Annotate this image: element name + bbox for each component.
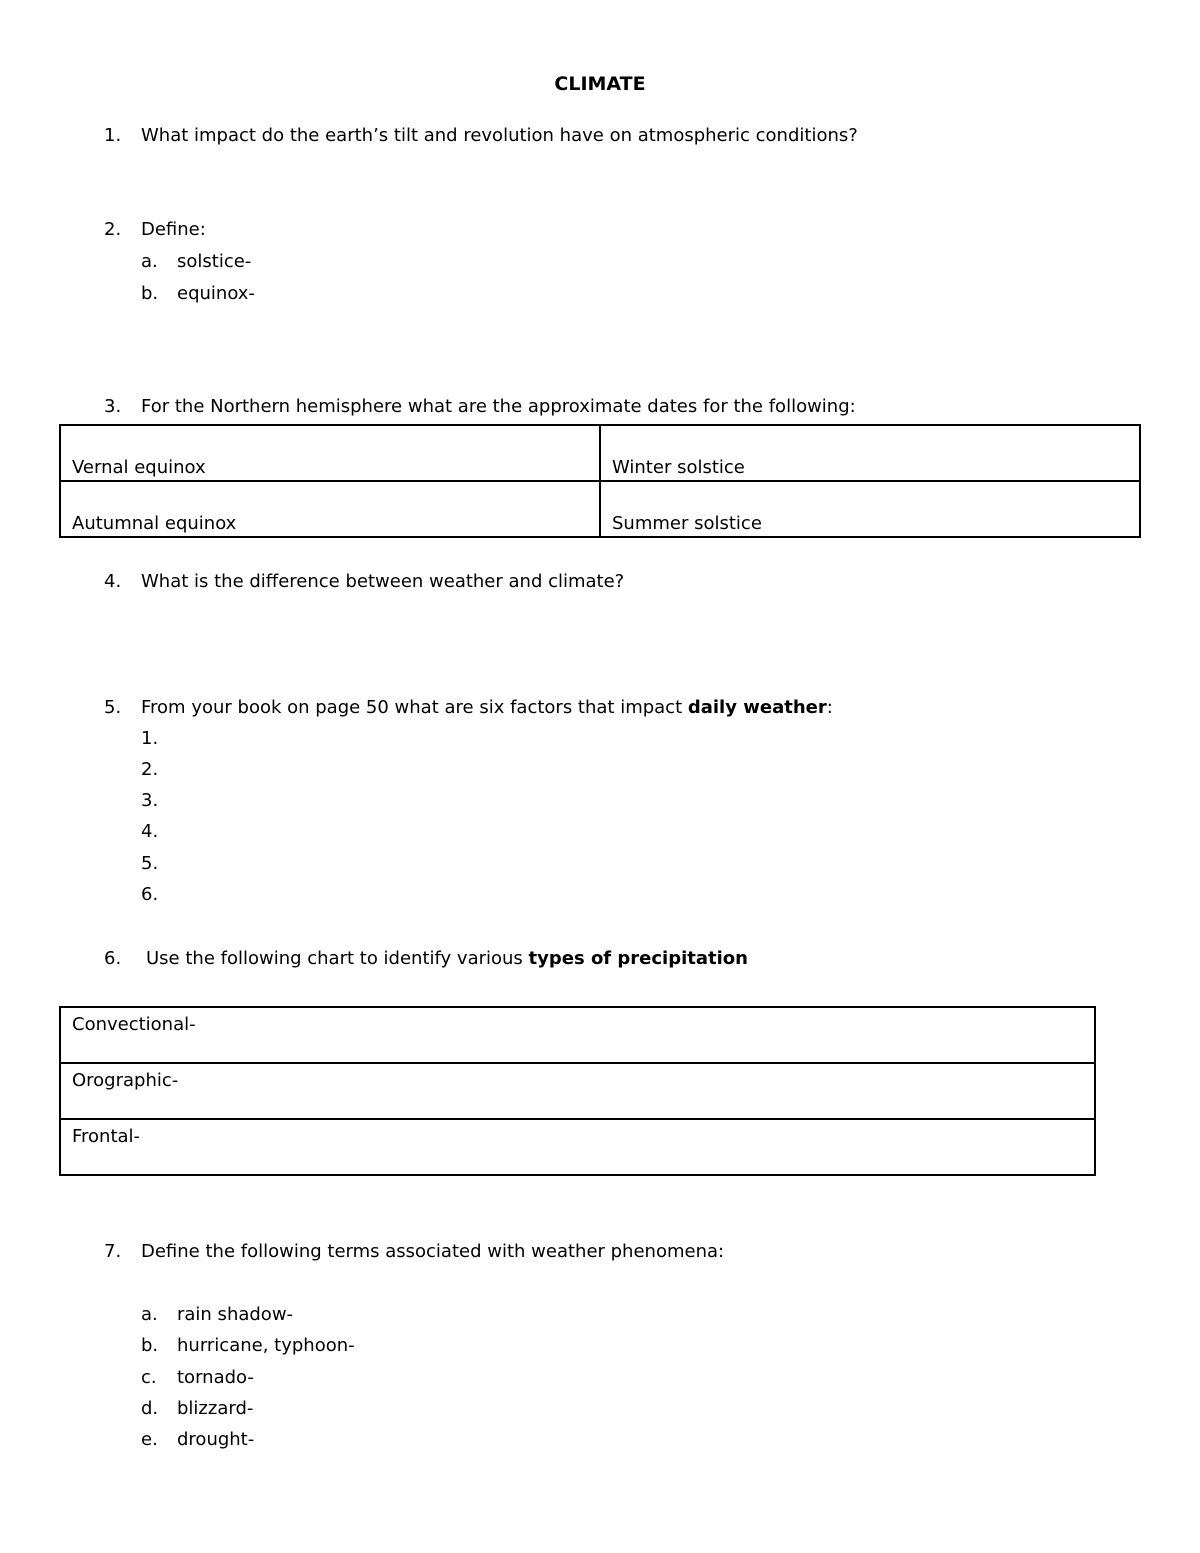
cell-label: Winter solstice — [612, 457, 745, 478]
q6-text — [146, 950, 748, 968]
q3-number: 3. — [104, 396, 122, 417]
q7-item-text: rain shadow- — [177, 1304, 294, 1325]
q3-text: For the Northern hemisphere what are the approximate dates for the following: — [141, 396, 856, 417]
table-row — [60, 1063, 1095, 1119]
table-cell[interactable] — [600, 481, 1140, 537]
cell-label: Summer solstice — [612, 513, 762, 534]
q5-text — [141, 699, 833, 717]
q7-item-text: hurricane, typhoon- — [177, 1335, 355, 1356]
table-cell[interactable] — [600, 425, 1140, 481]
q7-item-letter: a. — [141, 1304, 158, 1325]
q5-number: 5. — [104, 697, 122, 718]
q2-number: 2. — [104, 219, 122, 240]
table-row — [60, 425, 1140, 481]
cell-label: Convectional- — [72, 1014, 196, 1035]
list-item: 2. — [141, 759, 159, 780]
cell-label: Orographic- — [72, 1070, 179, 1091]
q5-text-before: From your book on page 50 what are six factors that impact — [141, 697, 688, 718]
list-item: 5. — [141, 853, 159, 874]
q7-item-text: tornado- — [177, 1367, 254, 1388]
precipitation-table — [59, 1006, 1096, 1176]
q4-number: 4. — [104, 571, 122, 592]
q7-item-letter: c. — [141, 1367, 157, 1388]
q2-item-letter: b. — [141, 283, 159, 304]
q2-text: Define: — [141, 219, 206, 240]
q6-number: 6. — [104, 948, 122, 969]
table-cell[interactable] — [60, 1119, 1095, 1175]
q1-text: What impact do the earth’s tilt and revolution have on atmospheric conditions? — [141, 125, 858, 146]
cell-label: Frontal- — [72, 1126, 141, 1147]
table-row — [60, 481, 1140, 537]
table-cell[interactable] — [60, 481, 600, 537]
q5-text-after: : — [826, 697, 833, 718]
q2-item-text: equinox- — [177, 283, 255, 304]
dates-table — [59, 424, 1141, 538]
list-item: 6. — [141, 884, 159, 905]
q7-item-letter: d. — [141, 1398, 159, 1419]
q7-item-letter: e. — [141, 1429, 158, 1450]
q7-item-text: blizzard- — [177, 1398, 254, 1419]
page-title: CLIMATE — [554, 73, 646, 95]
table-cell[interactable] — [60, 1007, 1095, 1063]
q7-item-letter: b. — [141, 1335, 159, 1356]
list-item: 1. — [141, 728, 159, 749]
table-row — [60, 1007, 1095, 1063]
table-row — [60, 1119, 1095, 1175]
list-item: 3. — [141, 790, 159, 811]
q1-number: 1. — [104, 125, 122, 146]
list-item: 4. — [141, 821, 159, 842]
q6-text-before: Use the following chart to identify various — [146, 948, 529, 969]
cell-label: Autumnal equinox — [72, 513, 237, 534]
q2-item-letter: a. — [141, 251, 158, 272]
q6-bold-term: types of precipitation — [528, 948, 748, 969]
table-cell[interactable] — [60, 425, 600, 481]
q4-text: What is the difference between weather and climate? — [141, 571, 625, 592]
q7-item-text: drought- — [177, 1429, 255, 1450]
q2-item-text: solstice- — [177, 251, 252, 272]
table-cell[interactable] — [60, 1063, 1095, 1119]
cell-label: Vernal equinox — [72, 457, 206, 478]
q7-text: Define the following terms associated with weather phenomena: — [141, 1241, 725, 1262]
q7-number: 7. — [104, 1241, 122, 1262]
q5-bold-term: daily weather — [687, 697, 827, 718]
